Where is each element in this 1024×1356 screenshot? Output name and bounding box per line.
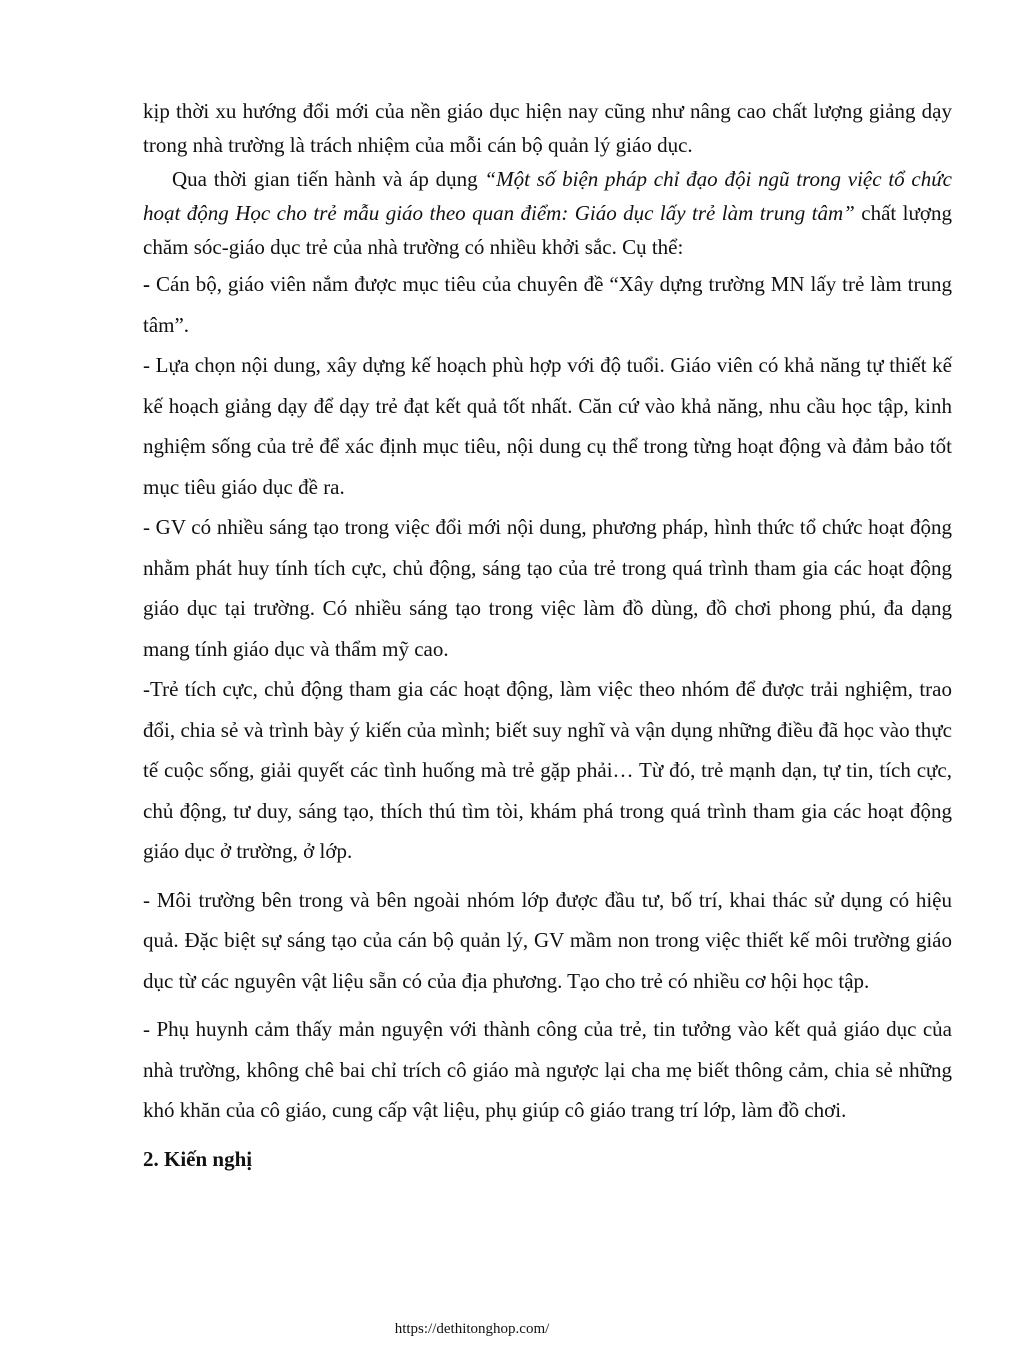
footer-url: https://dethitonghop.com/ — [394, 1321, 550, 1337]
result-item-goals — [143, 264, 952, 345]
result-item-parents: - Phụ huynh cảm thấy mản nguyện với thành công của trẻ, tin tưởng vào kết quả giáo dục của nhà trường, không chê bai chỉ trích cô giáo mà ngược lại cha mẹ biết thông cảm, chia sẻ những khó khăn của cô giáo, cung cấp vật liệu, phụ giúp cô giáo trang trí lớp, làm đồ chơi. — [143, 1017, 952, 1123]
paragraph-application-suffix: chất lượng chăm sóc-giáo dục trẻ của nhà trường có nhiều khởi sắc. Cụ thể: — [143, 201, 952, 260]
initiative-title: “Một số biện pháp chỉ đạo đội ngũ trong việc tổ chức hoạt động Học cho trẻ mẫu giáo theo quan điểm: Giáo dục lấy trẻ làm trung tâm” — [143, 167, 953, 226]
result-item-teachers: - GV có nhiều sáng tạo trong việc đổi mới nội dung, phương pháp, hình thức tổ chức hoạt động nhằm phát huy tính tích cực, chủ động, sáng tạo của trẻ trong quá trình tham gia các hoạt động giáo dục tại trường. Có nhiều sáng tạo trong việc làm đồ dùng, đồ chơi phong phú, đa dạng mang tính giáo dục và thẩm mỹ cao. — [143, 515, 952, 661]
section-heading: 2. Kiến nghị — [143, 1146, 253, 1171]
document-page — [143, 94, 952, 1177]
paragraph-intro: kịp thời xu hướng đổi mới của nền giáo dục hiện nay cũng như nâng cao chất lượng giảng dạy trong nhà trường là trách nhiệm của mỗi cán bộ quản lý giáo dục. — [143, 99, 952, 158]
result-item-planning: - Lựa chọn nội dung, xây dựng kế hoạch phù hợp với độ tuổi. Giáo viên có khả năng tự thiết kế kế hoạch giảng dạy để dạy trẻ đạt kết quả tốt nhất. Căn cứ vào khả năng, nhu cầu học tập, kinh nghiệm sống của trẻ để xác định mục tiêu, nội dung cụ thể trong từng hoạt động và đảm bảo tốt mục tiêu giáo dục đề ra. — [143, 353, 952, 499]
result-item-goals-text: Cán bộ, giáo viên nắm được mục tiêu của chuyên đề “Xây dựng trường MN lấy trẻ làm trung tâm”. — [143, 272, 952, 337]
result-item-dash: - — [143, 272, 150, 297]
paragraph-application — [143, 162, 952, 264]
result-item-children: -Trẻ tích cực, chủ động tham gia các hoạt động, làm việc theo nhóm để được trải nghiệm, trao đổi, chia sẻ và trình bày ý kiến của mình; biết suy nghĩ và vận dụng những điều đã học vào thực tế cuộc sống, giải quyết các tình huống mà trẻ gặp phải… Từ đó, trẻ mạnh dạn, tự tin, tích cực, chủ động, tư duy, sáng tạo, thích thú tìm tòi, khám phá trong quá trình tham gia các hoạt động giáo dục ở trường, ở lớp. — [143, 677, 952, 864]
result-item-environment: - Môi trường bên trong và bên ngoài nhóm lớp được đầu tư, bố trí, khai thác sử dụng có hiệu quả. Đặc biệt sự sáng tạo của cán bộ quản lý, GV mầm non trong việc thiết kế môi trường giáo dục từ các nguyên vật liệu sẵn có của địa phương. Tạo cho trẻ có nhiều cơ hội học tập. — [143, 887, 952, 993]
paragraph-application-prefix: Qua thời gian tiến hành và áp dụng — [172, 167, 485, 192]
